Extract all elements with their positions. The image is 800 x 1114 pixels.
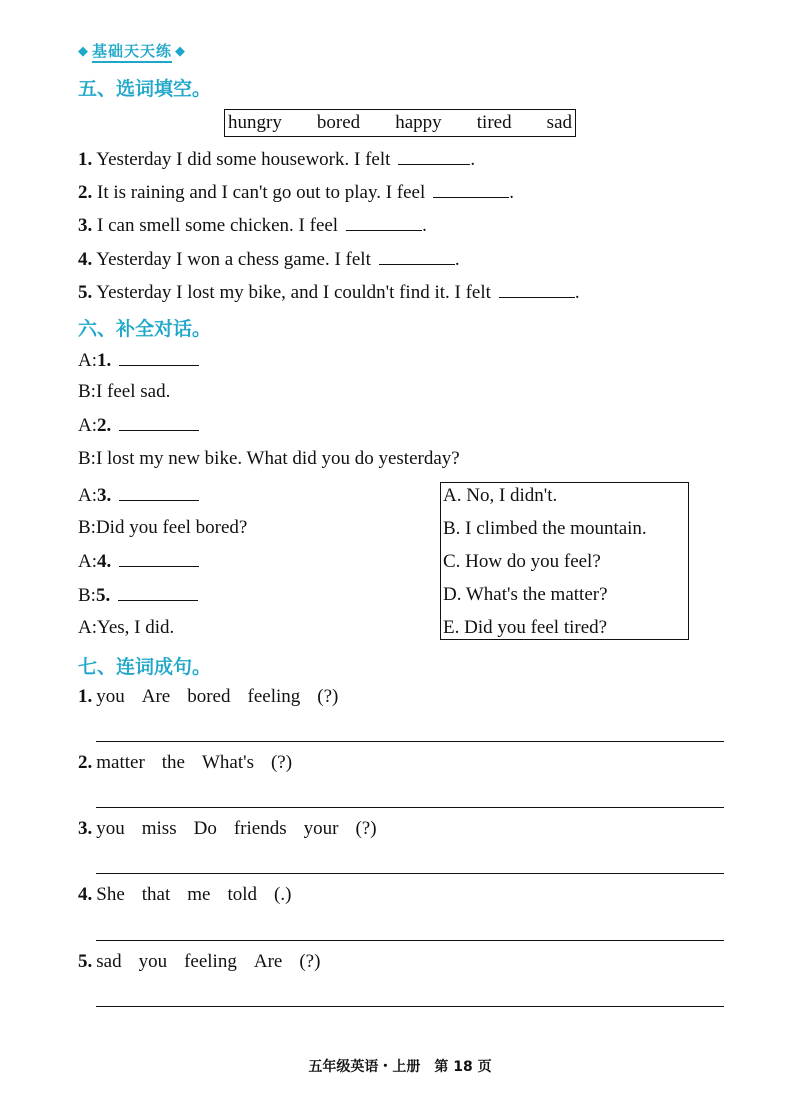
dialogue-number: 5. (95, 585, 111, 606)
dialogue-text: Did you feel bored? (95, 517, 248, 538)
dialogue-text: I feel sad. (95, 381, 171, 402)
question-end: . (422, 215, 427, 236)
word-token: bored (187, 686, 231, 707)
diamond-right-icon: ◆ (175, 44, 187, 59)
answer-line[interactable] (96, 1006, 724, 1007)
word-token: sad (96, 951, 122, 972)
answer-blank[interactable] (499, 281, 575, 298)
question-number: 3. (78, 215, 93, 236)
word-token: Do (193, 818, 217, 839)
dialogue-line-7 (78, 550, 199, 573)
word-token: miss (141, 818, 177, 839)
word-token: your (303, 818, 339, 839)
reorder-question-5 (78, 951, 337, 973)
answer-blank[interactable] (346, 214, 422, 231)
answer-line[interactable] (96, 741, 724, 742)
question-text: Yesterday I did some housework. I felt (96, 149, 391, 170)
question-end: . (470, 149, 476, 170)
word-token: Are (141, 686, 171, 707)
speaker-label: B: (78, 517, 96, 538)
word-bank-item: bored (316, 112, 361, 133)
dialogue-blank[interactable] (119, 484, 199, 501)
word-token: Are (253, 951, 283, 972)
dialogue-line-1 (78, 349, 199, 372)
speaker-label: B: (78, 381, 96, 402)
section-7-title: 七、连词成句。 (78, 656, 212, 678)
word-bank-item: hungry (228, 112, 282, 133)
dialogue-blank[interactable] (119, 550, 199, 567)
page-footer: 五年级英语・上册 第 18 页 (308, 1059, 492, 1075)
option-item: E. Did you feel tired? (443, 617, 608, 638)
word-bank (224, 109, 576, 137)
word-token: the (161, 752, 185, 773)
reorder-question-3 (78, 818, 394, 840)
answer-blank[interactable] (398, 148, 470, 165)
dialogue-line-6 (78, 517, 247, 539)
answer-blank[interactable] (379, 248, 455, 265)
word-token: you (96, 686, 125, 707)
speaker-label: A: (78, 617, 97, 638)
dialogue-text: I lost my new bike. What did you do yesterday? (95, 448, 460, 469)
answer-line[interactable] (96, 807, 724, 808)
diamond-left-icon: ◆ (78, 44, 89, 59)
answer-line[interactable] (96, 940, 724, 941)
word-token: (.) (274, 884, 292, 905)
speaker-label: A: (78, 350, 97, 371)
dialogue-line-9 (78, 617, 174, 639)
word-token: me (187, 884, 211, 905)
word-bank-item: happy (395, 112, 442, 133)
fill-question-3 (78, 214, 427, 237)
question-number: 4. (78, 249, 93, 270)
answer-line[interactable] (96, 873, 724, 874)
word-token: (?) (299, 951, 321, 972)
word-token: (?) (270, 752, 293, 773)
section-6-title: 六、补全对话。 (78, 318, 212, 340)
dialogue-number: 4. (97, 551, 112, 572)
word-token: feeling (184, 951, 237, 972)
fill-question-5 (78, 281, 580, 304)
option-item: B. I climbed the mountain. (443, 518, 647, 539)
fill-question-4 (78, 248, 460, 271)
word-token: (?) (355, 818, 377, 839)
reorder-question-4 (78, 884, 308, 906)
dialogue-line-4 (78, 448, 460, 470)
question-end: . (574, 282, 580, 303)
word-token: feeling (247, 686, 301, 707)
word-token: What's (202, 752, 254, 773)
word-token: (?) (317, 686, 339, 707)
question-number: 1. (78, 149, 93, 170)
speaker-label: B: (78, 585, 96, 606)
question-number: 5. (78, 282, 93, 303)
dialogue-number: 3. (97, 485, 112, 506)
speaker-label: A: (78, 551, 97, 572)
question-text: Yesterday I won a chess game. I felt (96, 249, 371, 270)
dialogue-blank[interactable] (119, 349, 199, 366)
word-bank-item: tired (476, 112, 512, 133)
section-5-title: 五、选词填空。 (78, 78, 212, 100)
dialogue-blank[interactable] (119, 414, 199, 431)
question-text: Yesterday I lost my bike, and I couldn't find it. I felt (96, 282, 491, 303)
option-item: C. How do you feel? (443, 551, 601, 572)
question-number: 3. (78, 818, 93, 839)
word-token: matter (96, 752, 145, 773)
word-token: that (141, 884, 171, 905)
option-item: D. What's the matter? (443, 584, 608, 605)
section-tag (78, 40, 186, 63)
dialogue-number: 1. (97, 350, 112, 371)
speaker-label: A: (78, 485, 97, 506)
reorder-question-2 (78, 752, 309, 774)
answer-blank[interactable] (433, 181, 509, 198)
word-bank-item: sad (546, 112, 572, 133)
word-token: you (138, 951, 168, 972)
word-token: you (96, 818, 125, 839)
word-token: told (227, 884, 258, 905)
fill-question-1 (78, 148, 475, 171)
dialogue-line-3 (78, 414, 199, 437)
reorder-question-1 (78, 686, 355, 708)
question-number: 2. (78, 752, 93, 773)
option-item: A. No, I didn't. (443, 485, 558, 506)
dialogue-text: Yes, I did. (97, 617, 175, 638)
question-number: 5. (78, 951, 93, 972)
speaker-label: A: (78, 415, 97, 436)
dialogue-line-8 (78, 584, 198, 607)
dialogue-number: 2. (97, 415, 112, 436)
question-number: 1. (78, 686, 93, 707)
question-end: . (509, 182, 515, 203)
options-box (440, 482, 689, 640)
dialogue-blank[interactable] (118, 584, 198, 601)
question-number: 4. (78, 884, 93, 905)
question-text: I can smell some chicken. I feel (97, 215, 339, 236)
dialogue-line-2 (78, 381, 170, 403)
question-end: . (454, 249, 460, 270)
speaker-label: B: (78, 448, 96, 469)
dialogue-line-5 (78, 484, 199, 507)
question-text: It is raining and I can't go out to play. I feel (97, 182, 426, 203)
fill-question-2 (78, 181, 514, 204)
word-token: friends (233, 818, 287, 839)
question-number: 2. (78, 182, 93, 203)
section-tag-label: 基础天天练 (92, 40, 172, 63)
word-token: She (96, 884, 125, 905)
